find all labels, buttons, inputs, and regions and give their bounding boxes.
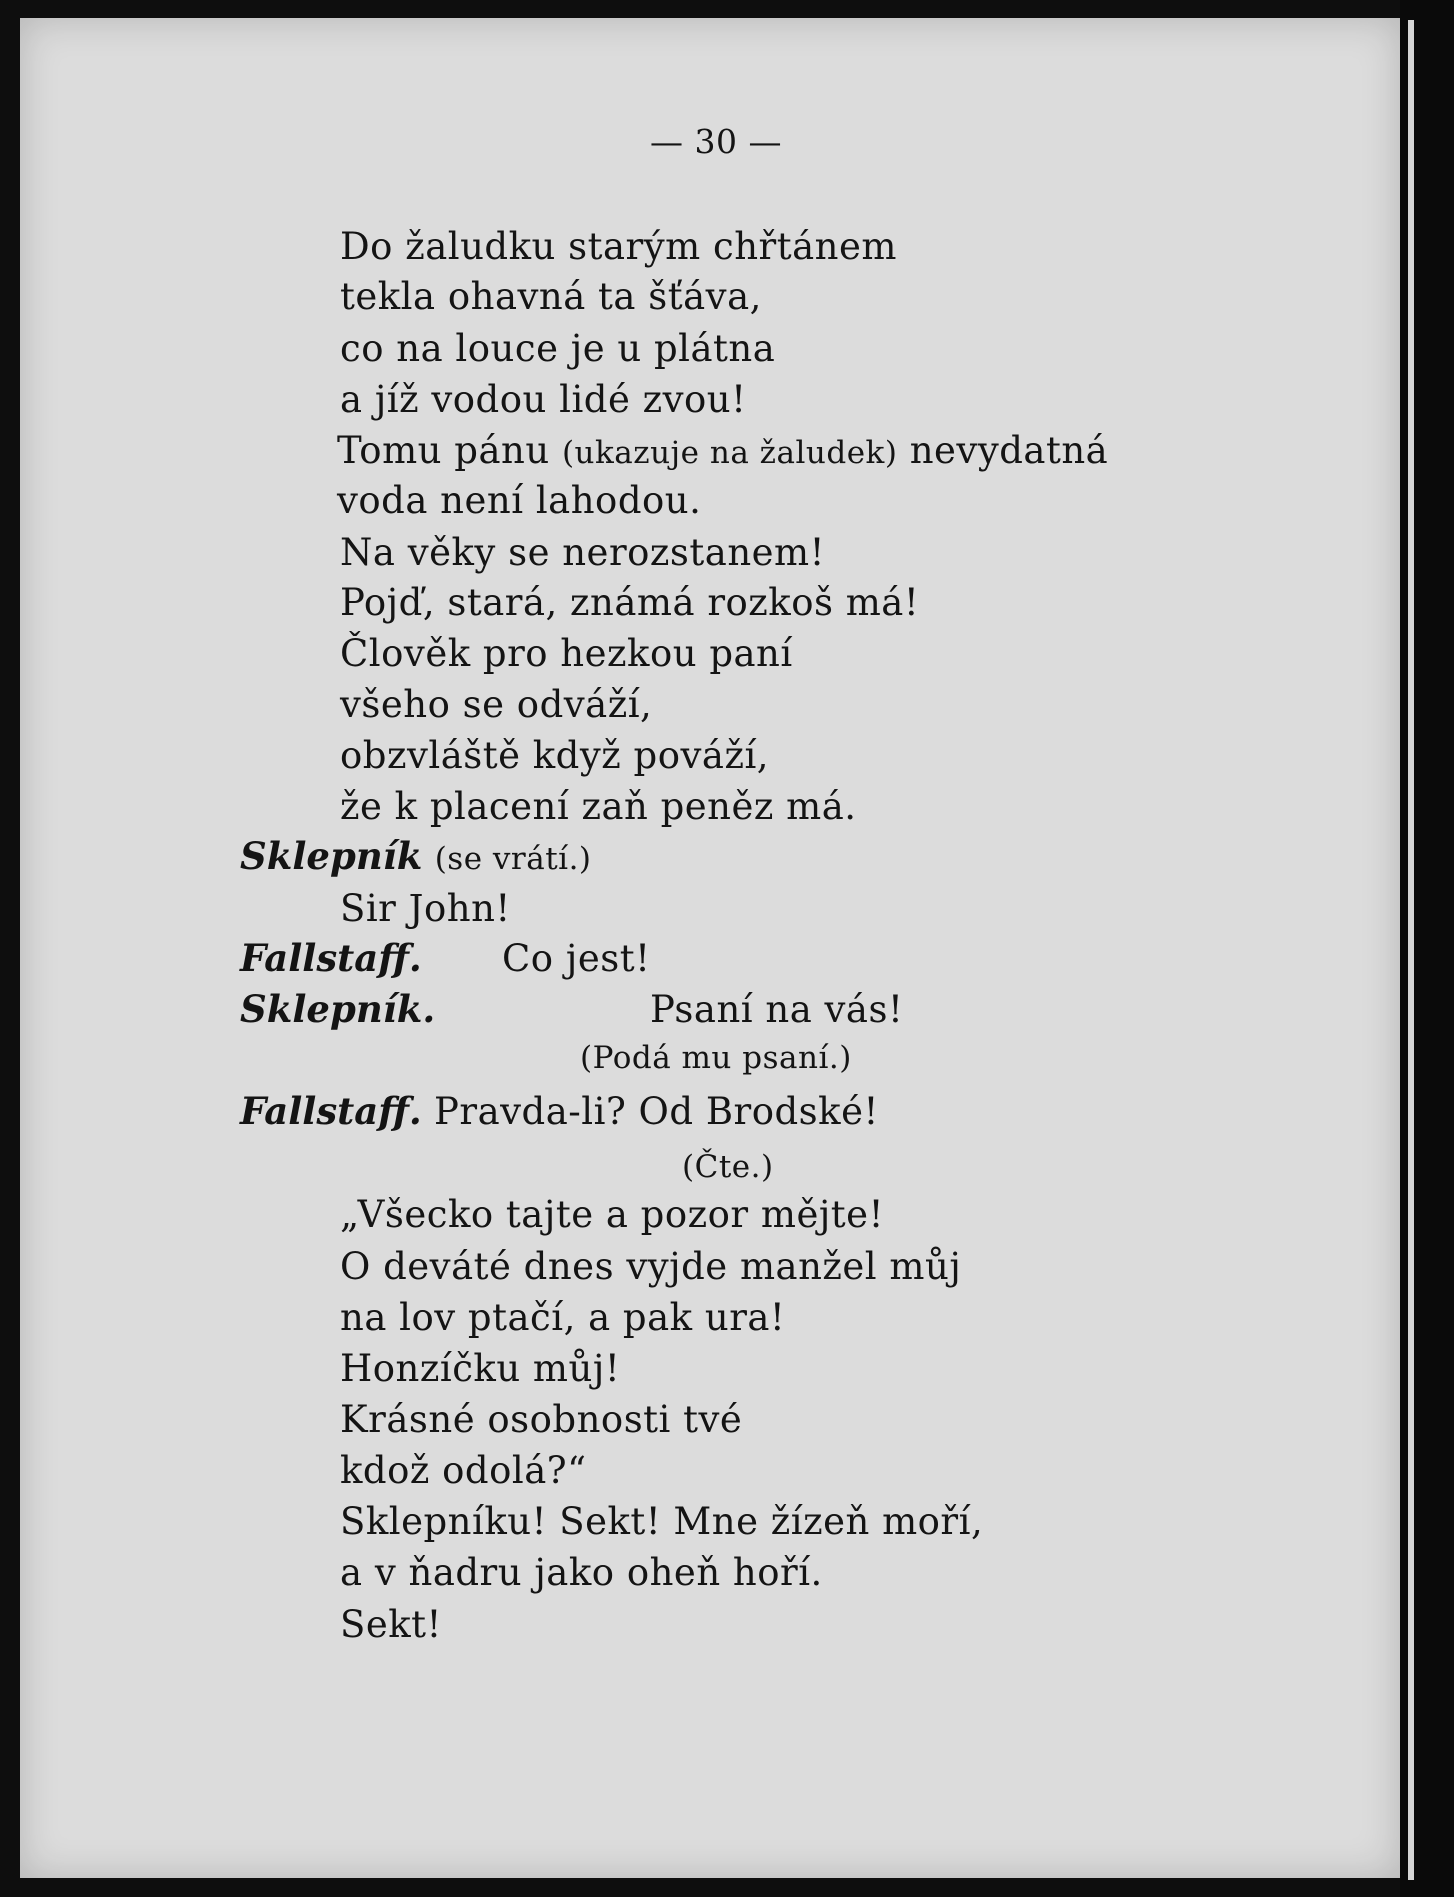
verse-line: Do žaludku starým chřtánem <box>340 225 897 268</box>
verse-line <box>337 429 1109 472</box>
letter-line: Honzíčku můj! <box>340 1347 621 1390</box>
dialogue-line <box>240 834 592 878</box>
verse-line: Sir John! <box>340 887 511 930</box>
verse-line: Pojď, stará, známá rozkoš má! <box>340 581 920 624</box>
verse-line: obzvláště když pováží, <box>340 734 770 777</box>
verse-line: Člověk pro hezkou paní <box>340 632 793 675</box>
verse-text: Tomu pánu <box>337 429 550 472</box>
verse-line: všeho se odváží, <box>340 683 653 726</box>
stage-direction: (Podá mu psaní.) <box>580 1040 852 1076</box>
stage-direction: (Čte.) <box>682 1149 774 1185</box>
verse-line: Psaní na vás! <box>650 988 904 1031</box>
letter-line: Krásné osobnosti tvé <box>340 1398 743 1441</box>
stage-direction: (ukazuje na žaludek) <box>561 435 898 471</box>
page-number: — 30 — <box>650 122 782 161</box>
letter-line: kdož odolá?“ <box>340 1449 587 1492</box>
verse-line: voda není lahodou. <box>337 479 702 522</box>
speaker-name: Sklepník <box>240 834 423 878</box>
dialogue-line <box>240 1089 879 1133</box>
verse-line: Sekt! <box>340 1603 442 1646</box>
letter-line: na lov ptačí, a pak ura! <box>340 1296 786 1339</box>
stage-direction: (se vrátí.) <box>434 841 592 877</box>
speaker-name: Sklepník. <box>240 987 436 1031</box>
verse-line: Sklepníku! Sekt! Mne žízeň moří, <box>340 1500 984 1543</box>
verse-line: a v ňadru jako oheň hoří. <box>340 1551 823 1594</box>
verse-text: nevydatná <box>909 429 1109 472</box>
next-page-edge <box>1408 20 1414 1880</box>
verse-line: a jíž vodou lidé zvou! <box>340 378 747 421</box>
letter-line: O deváté dnes vyjde manžel můj <box>340 1245 962 1288</box>
letter-line: „Všecko tajte a pozor mějte! <box>340 1193 884 1236</box>
speaker-name: Fallstaff. <box>240 936 422 980</box>
verse-line: tekla ohavná ta šťáva, <box>340 275 762 318</box>
speaker-name: Fallstaff. <box>240 1089 422 1133</box>
verse-line: Co jest! <box>502 937 651 980</box>
verse-line: Na věky se nerozstanem! <box>340 531 826 574</box>
verse-text: Pravda-li? Od Brodské! <box>433 1090 879 1133</box>
verse-line: co na louce je u plátna <box>340 327 776 370</box>
verse-line: že k placení zaň peněz má. <box>340 785 857 828</box>
